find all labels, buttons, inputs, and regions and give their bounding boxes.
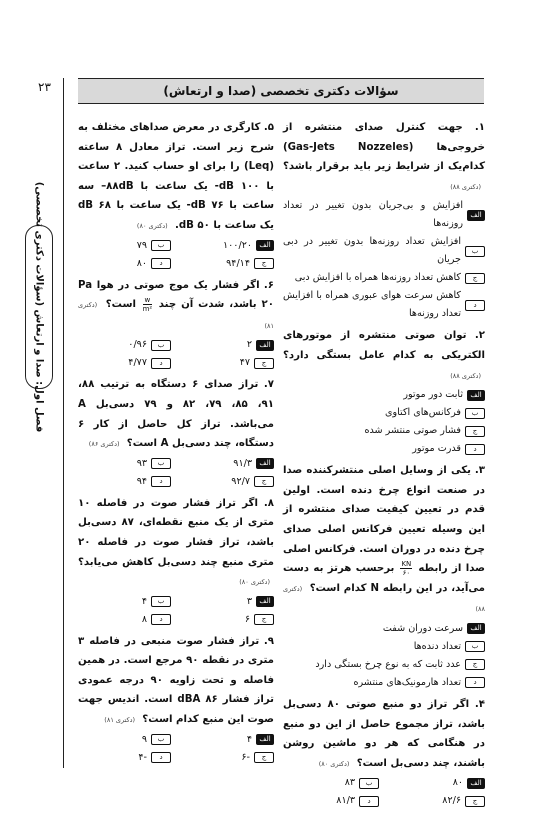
option[interactable] [283, 620, 485, 638]
option-label: ب [151, 458, 171, 469]
option-label: د [151, 258, 171, 269]
option-label: د [151, 476, 171, 487]
option-text: تعداد دنده‌ها [413, 640, 461, 652]
option-text: افزایش و بی‌جریان بدون تغییر در تعداد روزنه‌ها [283, 200, 463, 230]
option-text: ۸۱/۳ [336, 795, 355, 807]
option-text: ۴/۷۷ [128, 357, 147, 369]
option-label: الف [256, 340, 274, 351]
question-source: (دکتری ۸۸) [450, 182, 481, 191]
option[interactable] [78, 336, 171, 354]
option[interactable] [283, 792, 379, 810]
question-text: اگر فشار یک موج صوتی در هوا Pa ۲۰ باشد، شدت آن چند [78, 279, 274, 311]
option-text: تعداد هارمونیک‌های منتشره [353, 676, 461, 688]
options-grid [78, 336, 274, 372]
option-label: ج [254, 476, 274, 487]
option-label: ج [254, 258, 274, 269]
question-text: یکی از وسایل اصلی منتشرکننده صدا در صنعت انواع چرخ دنده است. اولین قدم در تعیین کیفیت صدای منتشره از این وسیله تعیین فرکانس اصلی صدای چرخ دنده در دوران است. فرکانس اصلی صدا از رابطه [283, 465, 485, 575]
option-label: الف [256, 596, 274, 607]
option-text: ۴ [246, 733, 252, 745]
question-text: تراز صدای ۶ دستگاه به ترتیب ۸۸، ۹۱، ۸۵، ۷۹، ۸۲ و ۷۹ دسی‌بل A می‌باشد. تراز کل حاصل از کار ۶ دستگاه، چند دسی‌بل A است؟ [78, 379, 274, 450]
options-list [283, 197, 485, 323]
question-text-cont: برحسب هرتز به دست می‌آید، در این رابطه N کدام است؟ [283, 563, 485, 594]
option[interactable] [283, 404, 485, 422]
question-number: ۲. [474, 330, 485, 342]
option-label: د [151, 752, 171, 763]
option-text: ۹۲/۷ [231, 475, 250, 487]
question-source: (دکتری ۸۸) [283, 584, 485, 614]
option[interactable] [78, 455, 171, 473]
question-1 [283, 118, 485, 323]
option-label: الف [467, 623, 485, 634]
option-text: ۹۴ [136, 475, 147, 487]
question-number: ۹. [263, 635, 274, 647]
option[interactable] [389, 792, 485, 810]
option-text: -۴ [138, 751, 147, 763]
option-text: کاهش سرعت هوای عبوری همراه با افزایش تعداد روزنه‌ها [283, 290, 461, 320]
question-text-cont: است؟ [105, 299, 136, 311]
fraction [143, 296, 153, 313]
options-grid [78, 237, 274, 273]
option-label: ج [465, 659, 485, 670]
option[interactable] [181, 237, 274, 255]
section-header-title: سؤالات دکتری تخصصی (صدا و ارتعاش) [163, 84, 399, 98]
question-text: کارگری در معرض صداهای مختلف به شرح زیر است. تراز معادل ۸ ساعته (Leq) را برای او حساب کنید. ۲ ساعت با ۱۰۰ dB- یک ساعت با ۸۸dB– سه ساعت با ۷۶ dB- یک ساعت با dB ۶۸ یک ساعت با ۵۰ dB. [78, 122, 275, 231]
option-label: الف [467, 778, 485, 789]
question-source: (دکتری ۸۱) [104, 716, 136, 725]
page-number: ۲۳ [38, 80, 51, 94]
options-grid [78, 455, 274, 491]
question-source: (دکتری ۸۸) [450, 371, 481, 380]
option-label: ب [151, 240, 171, 251]
option[interactable] [283, 422, 485, 440]
option[interactable] [78, 354, 171, 372]
option[interactable] [181, 593, 274, 611]
option[interactable] [78, 593, 171, 611]
question-source: (دکتری ۸۰) [239, 578, 270, 587]
option-label: ج [465, 796, 485, 807]
options-grid [78, 593, 274, 629]
options-list [283, 386, 485, 458]
option[interactable] [181, 731, 274, 749]
option-text: ۹ [141, 733, 147, 745]
option-label: د [359, 796, 379, 807]
question-number: ۸. [263, 497, 274, 509]
option-text: فرکانس‌های اکتاوی [384, 407, 461, 419]
option-label: ج [254, 614, 274, 625]
option-label: الف [256, 240, 274, 251]
option[interactable] [181, 255, 274, 273]
option-label: ب [465, 246, 485, 257]
question-8 [78, 494, 274, 629]
option-text: ۰/۹۶ [128, 339, 147, 351]
question-number: ۳. [474, 465, 486, 477]
option-text: عدد ثابت که به نوع چرخ بستگی دارد [315, 658, 461, 670]
question-3 [283, 461, 485, 692]
option-label: ب [151, 734, 171, 745]
question-text: اگر تراز فشار صوت در فاصله ۱۰ متری از یک منبع نقطه‌ای، ۸۷ دسی‌بل باشد، تراز فشار صوت در فاصله ۲۰ متری منبع چند دسی‌بل کاهش می‌یابد؟ [78, 497, 274, 568]
option[interactable] [283, 440, 485, 458]
chapter-side-tab [25, 181, 53, 433]
margin-rule [63, 78, 64, 768]
option[interactable] [283, 269, 485, 287]
option-label: ج [254, 358, 274, 369]
section-header [78, 78, 484, 104]
question-text: تراز فشار صوت منبعی در فاصله ۳ متری در نقطه ۹۰ مرجع است. در همین فاصله و تحت زاویه ۹۰ درجه عمودی تراز فشار dBA ۸۶ است. اندیس جهت صوت این منبع کدام است؟ [78, 635, 275, 726]
option-text: افزایش تعداد روزنه‌ها بدون تغییر در دبی جریان [283, 236, 461, 266]
option-label: ب [359, 778, 379, 789]
option[interactable] [283, 638, 485, 656]
option-text: ۹۱/۳ [233, 457, 252, 469]
option[interactable] [181, 336, 274, 354]
fraction-numerator: w [144, 295, 151, 304]
option-text: ۷۹ [136, 239, 147, 251]
fraction-numerator: KN [401, 559, 412, 568]
fraction-denominator: ۶۰ [402, 568, 411, 577]
option[interactable] [283, 287, 485, 323]
options-grid [78, 731, 274, 767]
option-label: ج [465, 426, 485, 437]
option-label: د [151, 358, 171, 369]
question-source: (دکتری ۸۶) [88, 440, 120, 449]
option-label: ج [465, 273, 485, 284]
option-label: الف [467, 210, 485, 221]
option[interactable] [181, 455, 274, 473]
question-number: ۶. [263, 279, 274, 291]
question-9 [78, 632, 274, 767]
option-label: ب [151, 596, 171, 607]
option[interactable] [181, 749, 274, 767]
chapter-side-tab-label: فصل اول: صدا و ارتعاش (سؤالات دکتری تخصصی) [33, 181, 45, 433]
option-text: ۸۰ [136, 257, 147, 269]
option[interactable] [283, 233, 485, 269]
option-text: ۲ [246, 339, 252, 351]
option[interactable] [181, 354, 274, 372]
option[interactable] [78, 237, 171, 255]
option[interactable] [283, 774, 379, 792]
option-text: ۹۴/۱۴ [226, 257, 250, 269]
option-text: قدرت موتور [412, 443, 461, 455]
option[interactable] [283, 674, 485, 692]
option-text: ۸۲/۶ [442, 795, 461, 807]
fraction-denominator: m² [142, 304, 153, 313]
question-text: جهت کنترل صدای منتشره از خروجی‌ها (Gas-Jets Nozzeles) کدام‌یک از شرایط زیر باید برقرار باشد؟ [283, 122, 485, 173]
fraction [400, 560, 412, 577]
options-grid [283, 774, 485, 810]
option-label: ب [465, 641, 485, 652]
option[interactable] [78, 255, 171, 273]
left-column [78, 118, 274, 770]
option-label: الف [256, 734, 274, 745]
question-number: ۴. [474, 698, 485, 710]
option-text: کاهش تعداد روزنه‌ها همراه با افزایش دبی [294, 272, 461, 284]
right-column [283, 118, 485, 813]
option-label: ج [254, 752, 274, 763]
option-label: د [151, 614, 171, 625]
question-source: (دکتری ۸۱) [78, 301, 274, 330]
option[interactable] [78, 749, 171, 767]
option[interactable] [78, 731, 171, 749]
option-text: ۳ [246, 595, 252, 607]
question-text: توان صوتی منتشره از موتورهای الکتریکی به کدام عامل بستگی دارد؟ [283, 330, 485, 361]
option-text: سرعت دوران شفت [382, 622, 463, 634]
option-label: الف [467, 390, 485, 401]
option[interactable] [78, 611, 171, 629]
option-text: ۱۰۰/۲۰ [223, 239, 252, 251]
question-source: (دکتری ۸۰) [136, 221, 168, 230]
question-6 [78, 276, 274, 373]
option-text: ۸۳ [344, 777, 355, 789]
option-text: ۴ [141, 595, 147, 607]
option[interactable] [283, 386, 485, 404]
question-7 [78, 375, 274, 490]
option-text: ۸۰ [452, 777, 463, 789]
option-text: ۶ [244, 613, 250, 625]
option[interactable] [283, 197, 485, 233]
option-label: ب [151, 340, 171, 351]
question-4 [283, 695, 485, 810]
question-2 [283, 326, 485, 458]
option-text: فشار صوتی منتشر شده [364, 425, 461, 437]
question-number: ۱. [474, 122, 485, 133]
option-label: ب [465, 408, 485, 419]
option-text: ۸ [141, 613, 147, 625]
option[interactable] [78, 473, 171, 491]
option-text: ۴۷ [239, 357, 250, 369]
question-number: ۵. [263, 122, 274, 133]
options-list [283, 620, 485, 692]
question-5 [78, 118, 274, 273]
option-label: د [465, 444, 485, 455]
option-text: ۹۳ [136, 457, 147, 469]
question-number: ۷. [263, 379, 274, 391]
option-text: -۶ [241, 751, 250, 763]
option[interactable] [283, 656, 485, 674]
option[interactable] [389, 774, 485, 792]
question-source: (دکتری ۸۰) [318, 759, 350, 768]
question-text: اگر تراز دو منبع صوتی ۸۰ دسی‌بل باشد، تراز مجموع حاصل از این دو منبع در هنگامی که هر دو ماشین روشن باشند، چند دسی‌بل است؟ [283, 698, 485, 769]
option-label: د [465, 677, 485, 688]
option-label: د [465, 300, 485, 311]
option-label: الف [256, 458, 274, 469]
option-text: ثابت دور موتور [403, 389, 463, 401]
option[interactable] [181, 611, 274, 629]
option[interactable] [181, 473, 274, 491]
